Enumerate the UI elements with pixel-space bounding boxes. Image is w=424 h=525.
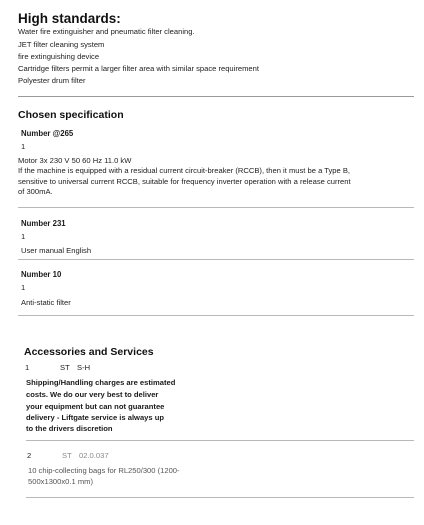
- spec-quantity: 1: [21, 142, 26, 151]
- accessory-code: 02.0.037: [79, 451, 109, 460]
- high-standards-item: JET filter cleaning system: [18, 40, 105, 49]
- accessory-quantity: 2: [27, 451, 32, 460]
- accessory-description: delivery - Liftgate service is always up: [26, 413, 165, 422]
- spec-line: User manual English: [21, 246, 92, 255]
- section-divider: [18, 96, 414, 97]
- accessory-divider: [26, 497, 414, 498]
- high-standards-item: fire extinguishing device: [18, 52, 100, 61]
- accessory-description: 500x1300x0.1 mm): [28, 477, 94, 486]
- spec-divider: [18, 315, 414, 316]
- spec-number-label: Number 10: [21, 270, 62, 279]
- accessory-description: 10 chip-collecting bags for RL250/300 (1200-: [28, 466, 180, 475]
- accessory-description: your equipment but can not guarantee: [26, 402, 165, 411]
- accessory-unit: ST: [62, 451, 72, 460]
- spec-line: Motor 3x 230 V 50 60 Hz 11.0 kW: [18, 156, 132, 165]
- spec-quantity: 1: [21, 283, 26, 292]
- spec-divider: [18, 207, 414, 208]
- spec-divider: [18, 259, 414, 260]
- chosen-specification-title: Chosen specification: [18, 109, 124, 121]
- accessory-description: Shipping/Handling charges are estimated: [26, 378, 176, 387]
- accessory-quantity: 1: [25, 363, 30, 372]
- high-standards-item: Water fire extinguisher and pneumatic filter cleaning.: [18, 27, 195, 36]
- accessory-code: S-H: [77, 363, 91, 372]
- spec-line: Anti-static filter: [21, 298, 71, 307]
- high-standards-item: Cartridge filters permit a larger filter area with similar space requirement: [18, 64, 259, 73]
- spec-number-label: Number @265: [21, 129, 74, 138]
- accessories-title: Accessories and Services: [24, 346, 154, 358]
- spec-quantity: 1: [21, 232, 26, 241]
- accessory-divider: [26, 440, 414, 441]
- spec-line: sensitive to universal current RCCB, suitable for frequency inverter operation with a release current: [18, 177, 351, 186]
- spec-line: of 300mA.: [18, 187, 53, 196]
- high-standards-item: Polyester drum filter: [18, 76, 86, 85]
- accessory-description: costs. We do our very best to deliver: [26, 390, 159, 399]
- spec-line: If the machine is equipped with a residual current circuit-breaker (RCCB), then it must be a Type B,: [18, 166, 351, 175]
- accessory-unit: ST: [60, 363, 70, 372]
- high-standards-title: High standards:: [18, 11, 121, 26]
- accessory-description: to the drivers discretion: [26, 424, 113, 433]
- spec-number-label: Number 231: [21, 219, 66, 228]
